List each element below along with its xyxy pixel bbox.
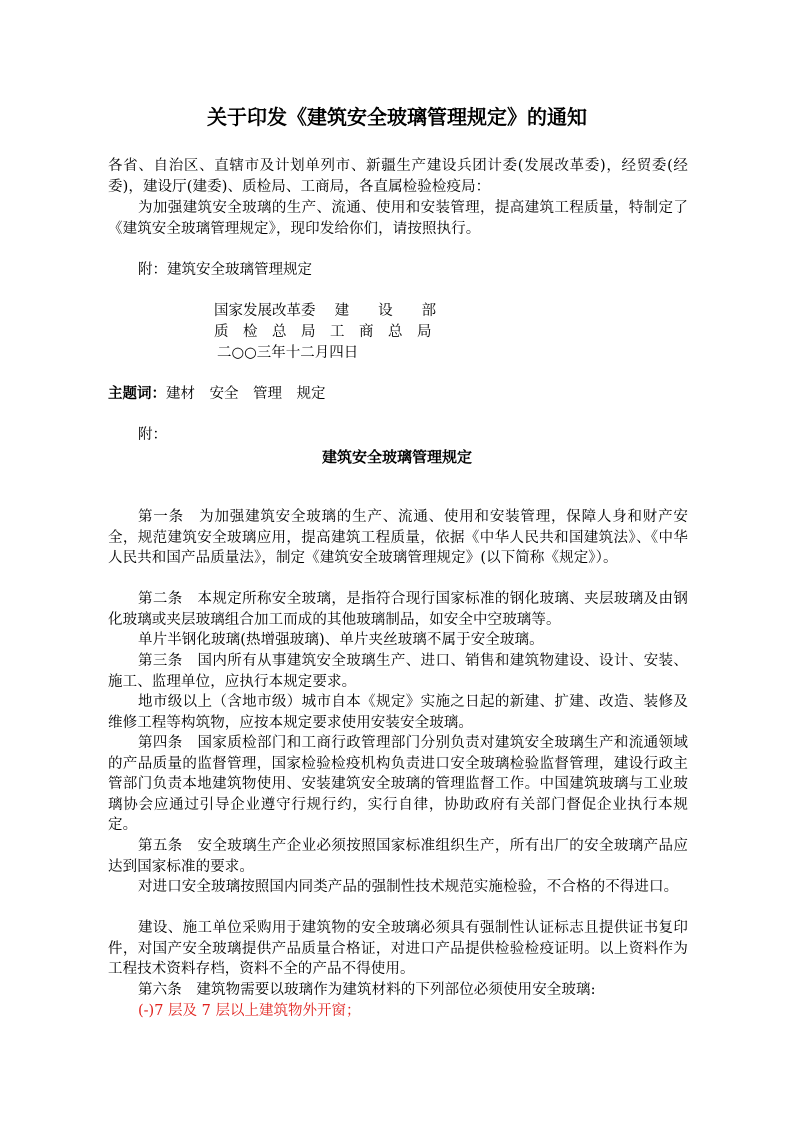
issue-date: 二○○三年十二月四日 xyxy=(217,345,359,361)
article-5-procurement: 建设、施工单位采购用于建筑物的安全玻璃必须具有强制性认证标志且提供证书复印件，对国产安全玻璃提供产品质量合格证，对进口产品提供检验检疫证明。以上资料作为工程技术资料存档，资料不全的产品不得使用。 xyxy=(108,920,688,977)
intro-paragraph: 为加强建筑安全玻璃的生产、流通、使用和安装管理，提高建筑工程质量，特制定了《建筑安全玻璃管理规定》，现印发给你们，请按照执行。 xyxy=(108,200,688,237)
article-2-note: 单片半钢化玻璃(热增强玻璃)、单片夹丝玻璃不属于安全玻璃。 xyxy=(138,632,544,648)
recipients-paragraph: 各省、自治区、直辖市及计划单列市、新疆生产建设兵团计委(发展改革委)，经贸委(经委)，建设厅(建委)、质检局、工商局，各直属检验检疫局： xyxy=(108,158,688,195)
article-1: 第一条 为加强建筑安全玻璃的生产、流通、使用和安装管理，保障人身和财产安全，规范建筑安全玻璃应用，提高建筑工程质量，依据《中华人民共和国建筑法》、《中华人民共和国产品质量法》，制定《建筑安全玻璃管理规定》(以下简称《规定》）。 xyxy=(108,509,688,566)
keywords-value: 建材 安全 管理 规定 xyxy=(166,386,326,402)
issuer-line-2: 质 检 总 局 工 商 总 局 xyxy=(214,324,432,340)
article-3-note: 地市级以上（含地市级）城市自本《规定》实施之日起的新建、扩建、改造、装修及维修工程等构筑物，应按本规定要求使用安装安全玻璃。 xyxy=(108,694,688,731)
document-title: 关于印发《建筑安全玻璃管理规定》的通知 xyxy=(207,105,587,129)
article-6-item-1: (-)7 层及 7 层以上建筑物外开窗； xyxy=(138,1003,361,1019)
article-6: 第六条 建筑物需要以玻璃作为建筑材料的下列部位必须使用安全玻璃: xyxy=(138,982,596,998)
article-5-import: 对进口安全玻璃按照国内同类产品的强制性技术规范实施检验，不合格的不得进口。 xyxy=(138,879,679,895)
attachment-note: 附：建筑安全玻璃管理规定 xyxy=(138,262,312,278)
keywords-label: 主题词： xyxy=(108,385,166,402)
issuer-line-1: 国家发展改革委 建 设 部 xyxy=(214,303,437,319)
regulation-title: 建筑安全玻璃管理规定 xyxy=(321,448,472,466)
article-4: 第四条 国家质检部门和工商行政管理部门分别负责对建筑安全玻璃生产和流通领域的产品质量的监督管理，国家检验检疫机构负责进口安全玻璃检验监督管理，建设行政主管部门负责本地建筑物使用、安装建筑安全玻璃的管理监督工作。中国建筑玻璃与工业玻璃协会应通过引导企业遵守行规行约，实行自律，协助政府有关部门督促企业执行本规定。 xyxy=(108,735,688,833)
attachment-label: 附： xyxy=(138,427,167,443)
article-2: 第二条 本规定所称安全玻璃，是指符合现行国家标准的钢化玻璃、夹层玻璃及由钢化玻璃或夹层玻璃组合加工而成的其他玻璃制品，如安全中空玻璃等。 xyxy=(108,591,688,628)
article-5: 第五条 安全玻璃生产企业必须按照国家标准组织生产，所有出厂的安全玻璃产品应达到国家标准的要求。 xyxy=(108,838,688,875)
keywords-row xyxy=(108,384,326,405)
article-3: 第三条 国内所有从事建筑安全玻璃生产、进口、销售和建筑物建设、设计、安装、施工、监理单位，应执行本规定要求。 xyxy=(108,653,688,690)
